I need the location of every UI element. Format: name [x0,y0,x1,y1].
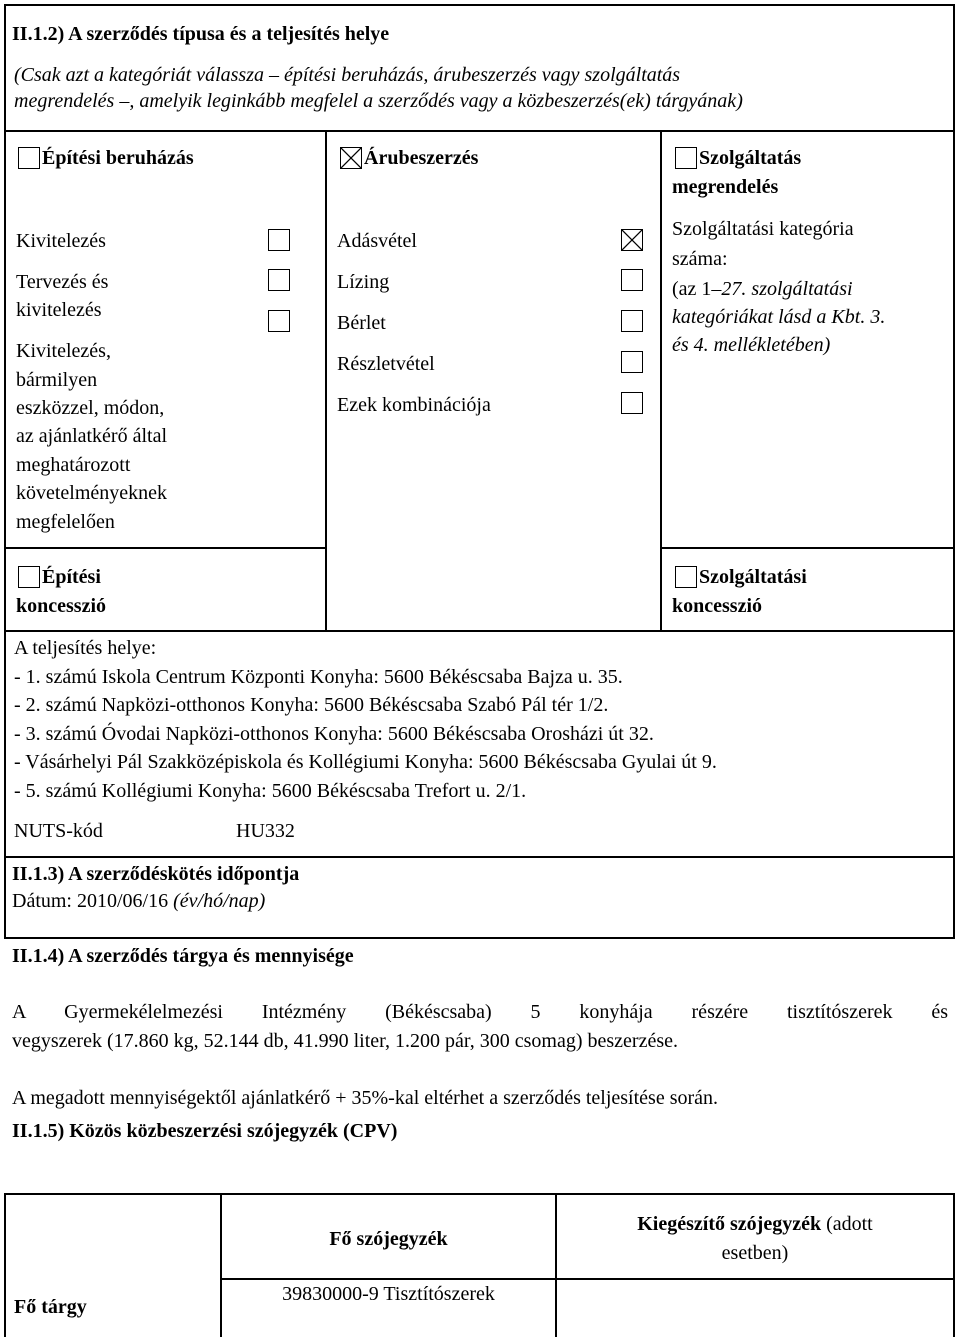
category-szolgaltatas: Szolgáltatás [699,147,802,169]
option-kivitelezes-barmilyen: követelményeknek [16,482,168,504]
place-label: A teljesítés helye: [14,637,157,659]
contract-date: Dátum: 2010/06/16 (év/hó/nap) [12,890,266,912]
service-category-note: kategóriákat lásd a Kbt. 3. [672,306,886,328]
instruction-text: (Csak azt a kategóriát válassza – építési beruházás, árubeszerzés vagy szolgáltatás [14,64,681,86]
place-line: - 1. számú Iskola Centrum Központi Konyha: 5600 Békéscsaba Bajza u. 35. [14,666,623,688]
checkbox-szolgaltatasi-koncesszio[interactable] [675,566,697,588]
category-epitesi-koncesszio: Építési [42,566,101,588]
service-category-note: és 4. mellékletében) [672,334,831,356]
option-kivitelezes-barmilyen: az ajánlatkérő által [16,425,168,447]
place-line: - 5. számú Kollégiumi Konyha: 5600 Békéscsaba Trefort u. 2/1. [14,780,527,802]
checkbox-reszletvetel[interactable] [621,351,643,373]
nuts-value: HU332 [236,820,295,842]
option-kivitelezes-barmilyen: Kivitelezés, [16,340,111,362]
category-epitesi-beruhazas: Építési beruházás [42,147,194,169]
category-epitesi-koncesszio: koncesszió [16,595,106,617]
place-line: - 2. számú Napközi-otthonos Konyha: 5600 Békéscsaba Szabó Pál tér 1/2. [14,694,609,716]
subject-paragraph: vegyszerek (17.860 kg, 52.144 db, 41.990 liter, 1.200 pár, 300 csomag) beszerzése. [12,1030,678,1052]
service-category-label: Szolgáltatási kategória [672,218,854,240]
option-kombinacio: Ezek kombinációja [337,394,491,416]
option-kivitelezes-barmilyen: meghatározott [16,454,131,476]
instruction-text: megrendelés –, amelyik leginkább megfelel a szerződés vagy a közbeszerzés(ek) tárgyának) [14,90,743,112]
category-szolgaltatasi-koncesszio: koncesszió [672,595,762,617]
place-line: - 3. számú Óvodai Napközi-otthonos Konyha: 5600 Békéscsaba Orosházi út 32. [14,723,654,745]
section-heading-2-1-2: II.1.2) A szerződés típusa és a teljesítés helye [12,23,390,45]
option-reszletvetel: Részletvétel [337,353,435,375]
checkbox-kombinacio[interactable] [621,392,643,414]
checkbox-arubeszerzes[interactable] [340,147,362,169]
option-kivitelezes-barmilyen: eszközzel, módon, [16,397,165,419]
category-szolgaltatas: megrendelés [672,176,779,198]
cpv-col-supplementary: esetben) [721,1242,789,1264]
subject-paragraph: A Gyermekélelmezési Intézmény (Békéscsaba) 5 konyhája részére tisztítószerek és [12,1001,948,1023]
option-kivitelezes-barmilyen: bármilyen [16,369,98,391]
option-berlet: Bérlet [337,312,386,334]
checkbox-kivitelezes-barmilyen[interactable] [268,310,290,332]
section-heading-2-1-3: II.1.3) A szerződéskötés időpontja [12,863,300,885]
cpv-row-value: 39830000-9 Tisztítószerek [282,1283,495,1305]
section-heading-2-1-5: II.1.5) Közös közbeszerzési szójegyzék (CPV) [12,1120,398,1142]
nuts-label: NUTS-kód [14,820,103,842]
cpv-row-label: Fő tárgy [14,1296,87,1318]
checkbox-tervezes-kivitelezes[interactable] [268,269,290,291]
checkbox-szolgaltatas[interactable] [675,147,697,169]
checkbox-adasvetel[interactable] [621,229,643,251]
cpv-col-main: Fő szójegyzék [329,1228,448,1250]
option-lizing: Lízing [337,271,390,293]
checkbox-epitesi-beruhazas[interactable] [18,147,40,169]
service-category-note: (az 1–27. szolgáltatási [672,278,853,300]
category-szolgaltatasi-koncesszio: Szolgáltatási [699,566,807,588]
option-adasvetel: Adásvétel [337,230,417,252]
checkbox-lizing[interactable] [621,269,643,291]
option-tervezes-kivitelezes: Tervezés és [16,271,109,293]
section-heading-2-1-4: II.1.4) A szerződés tárgya és mennyisége [12,945,354,967]
service-category-label: száma: [672,248,728,270]
quantity-deviation-note: A megadott mennyiségektől ajánlatkérő + 35%-kal eltérhet a szerződés teljesítése során. [12,1087,719,1109]
option-kivitelezes: Kivitelezés [16,230,106,252]
option-kivitelezes-barmilyen: megfelelően [16,511,115,533]
category-arubeszerzes: Árubeszerzés [364,147,479,169]
checkbox-epitesi-koncesszio[interactable] [18,566,40,588]
option-tervezes-kivitelezes: kivitelezés [16,299,102,321]
checkbox-berlet[interactable] [621,310,643,332]
place-line: - Vásárhelyi Pál Szakközépiskola és Kollégiumi Konyha: 5600 Békéscsaba Gyulai út 9. [14,751,717,773]
checkbox-kivitelezes[interactable] [268,229,290,251]
cpv-col-supplementary: Kiegészítő szójegyzék (adott [637,1213,873,1235]
